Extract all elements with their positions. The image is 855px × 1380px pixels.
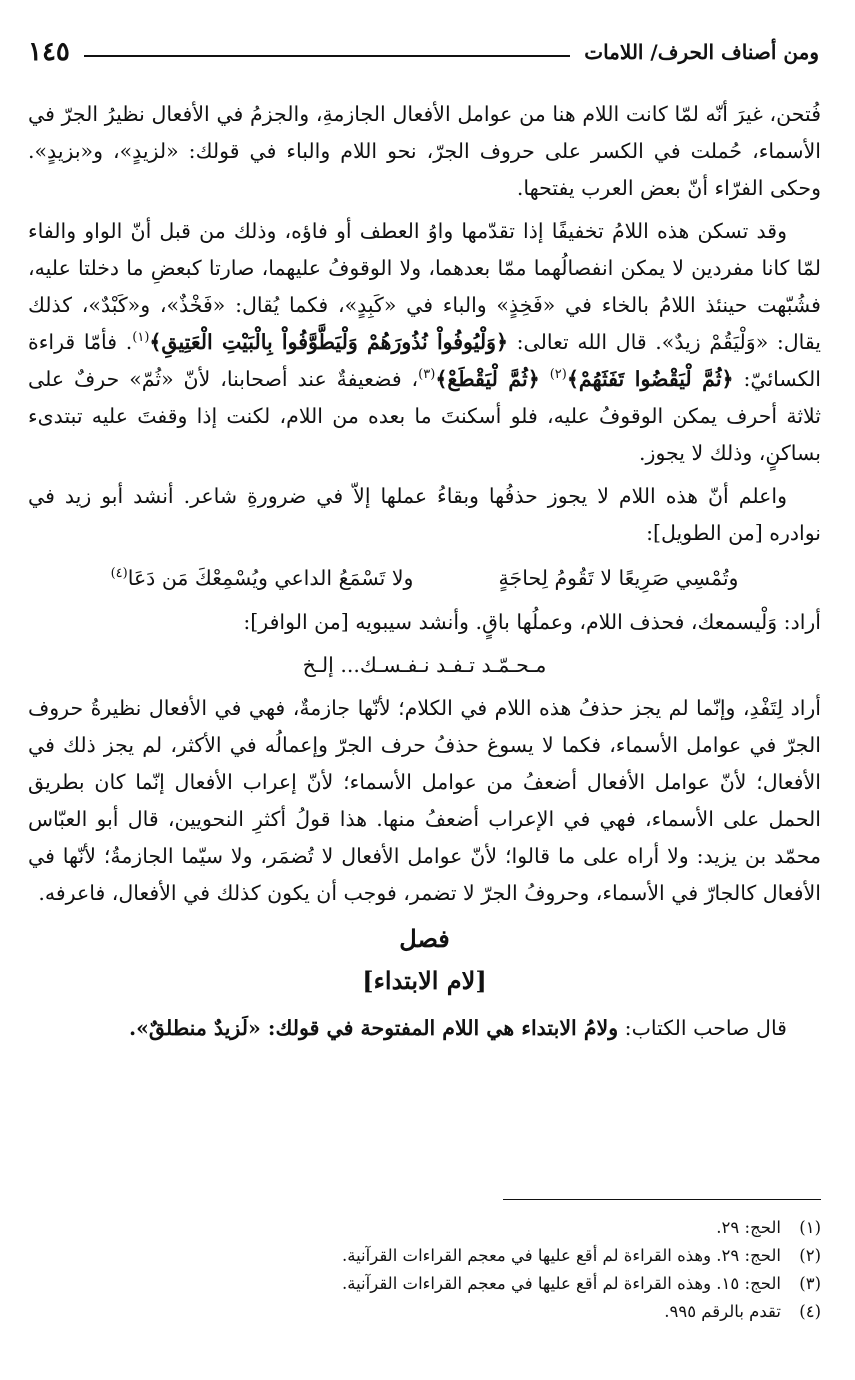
footnotes — [28, 1214, 821, 1326]
footnote-text: تقدم بالرقم ٩٩٥. — [664, 1302, 781, 1321]
paragraph-4 — [28, 604, 821, 641]
paragraph-text: . فأمّا قراءة الكسائيّ: — [28, 330, 821, 391]
paragraph-text: فُتحن، غيرَ أنّه لمّا كانت اللام هنا من عوامل الأفعال الجازمةِ، والجزمُ في الأفعال نظيرُ الجرّ في الأسماء، حُملت في الكسر على حروف الجرّ، نحو اللام والباء في قولك: «لزيدٍ»، و«بزيدٍ». وحكى الفرّاء أنّ بعض العرب يفتحها. — [28, 102, 821, 200]
poetry-verse — [68, 558, 781, 598]
footnote-ref-2[interactable]: (٢) — [549, 367, 567, 383]
quran-quote: ﴿ثُمَّ لْيَقْطَعْ﴾ — [435, 367, 540, 391]
paragraph-3 — [28, 478, 821, 552]
paragraph-5 — [28, 690, 821, 912]
verse-second-hemistich — [111, 558, 414, 598]
footnote-number: (٣) — [799, 1274, 821, 1293]
footnote-ref-4[interactable]: (٤) — [110, 566, 128, 582]
section-title: فصل — [399, 924, 450, 953]
quran-quote: ﴿وَلْيُوفُواْ نُذُورَهُمْ وَلْيَطَّوَّفُواْ بِالْبَيْتِ الْعَتِيقِ﴾ — [149, 330, 508, 354]
footnote-number: (٢) — [799, 1246, 821, 1265]
page-number: ١٤٥ — [28, 37, 70, 67]
author-quote: ولامُ الابتداء هي اللام المفتوحة في قولك: «لَزيدٌ منطلقٌ». — [128, 1016, 619, 1040]
footnote-text: الحج: ٢٩. وهذه القراءة لم أقع عليها في معجم القراءات القرآنية. — [341, 1246, 781, 1265]
main-text — [28, 96, 821, 1053]
footnote-text: الحج: ٢٩. — [716, 1218, 781, 1237]
paragraph-1 — [28, 96, 821, 207]
footnote-item — [28, 1298, 821, 1326]
footnote-item — [28, 1214, 821, 1242]
footnote-ref-1[interactable]: (١) — [132, 330, 150, 346]
verse-first-hemistich: وتُمْسِي صَرِيعًا لا تَقُومُ لِحاجَةٍ — [498, 566, 739, 590]
footnote-number: (٤) — [799, 1302, 821, 1321]
paragraph-text: وقد تسكن هذه اللامُ تخفيفًا إذا تقدّمها واوُ العطف أو فاؤه، وذلك من قبل أنّ الواو والفاء لمّا كانا مفردين لا يمكن انفصالُهما ممّا بعدهما، ولا الوقوفُ عليهما، صارتا كبعضِ ما دخلتا عليه، فشُبّهت حينئذ اللامُ بالخاء في «فَخِذٍ» والباء في «كَبِدٍ»، فكما يُقال: «فَخْذٌ»، و«كَبْدٌ»، كذلك يقال: «وَلْيَقُمْ زيدٌ». قال الله تعالى: — [28, 219, 821, 354]
quran-quote: ﴿ثُمَّ لْيَقْضُوا تَفَثَهُمْ﴾ — [566, 367, 734, 391]
paragraph-text: قال صاحب الكتاب: — [624, 1016, 787, 1040]
footnote-item — [28, 1270, 821, 1298]
header-rule — [84, 55, 570, 57]
running-title: ومن أصناف الحرف/ اللامات — [584, 40, 819, 64]
footnote-text: الحج: ١٥. وهذه القراءة لم أقع عليها في معجم القراءات القرآنية. — [341, 1274, 781, 1293]
paragraph-text: أراد لِتَفْدِ، وإنّما لم يجز حذفُ هذه اللام في الكلام؛ لأنّها جازمةٌ، فهي في الأفعال نظيرةُ حروف الجرّ في عوامل الأسماء، فكما لا يسوغ حذفُ حرف الجرّ وإعمالُه في الأكثر، لم يجز ذلك في الأفعال؛ لأنّ عوامل الأفعال أضعفُ من عوامل الأسماء؛ لأنّ إعراب الأفعال إنّما كان بطريق الحمل على الأسماء، فهي في الإعراب أضعفُ منها. هذا قولُ أكثرِ النحويين، قال أبو العبّاس محمّد بن يزيد: ولا أراه على ما قالوا؛ لأنّ عوامل الأفعال لا تُضمَر، ولا سيّما الجازمةُ؛ لأنّها في الأفعال كالجارّ في الأسماء، وحروفُ الجرّ لا تضمر، فوجب أن يكون كذلك في الأفعال، فاعرفه. — [28, 696, 821, 905]
paragraph-text: أراد: وَلْيسمعك، فحذف اللام، وعملُها باقٍ. وأنشد سيبويه [من الوافر]: — [243, 610, 821, 634]
verse-second-text: ولا تَسْمَعُ الداعي ويُسْمِعْكَ مَن دَعَا — [127, 566, 414, 590]
footnote-item — [28, 1242, 821, 1270]
paragraph-text: واعلم أنّ هذه اللام لا يجوز حذفُها وبقاءُ عملها إلاّ في ضرورةِ شاعر. أنشد أبو زيد في نوادره [من الطويل]: — [28, 484, 821, 545]
paragraph-6 — [28, 1010, 821, 1047]
footnote-ref-3[interactable]: (٣) — [418, 367, 436, 383]
paragraph-2 — [28, 213, 821, 472]
footnote-rule — [503, 1199, 821, 1200]
section-subtitle: [لام الابتداء] — [362, 966, 487, 995]
paragraph-text: ، فضعيفةٌ عند أصحابنا، لأنّ «ثُمّ» حرفٌ على ثلاثة أحرف يمكن الوقوفُ عليه، فلو أسكنتَ ما بعده من اللام، لكنت إذا وقفتَ عليه تبتدىء بساكنٍ، وذلك لا يجوز. — [28, 367, 821, 465]
footnote-number: (١) — [799, 1218, 821, 1237]
poetry-fragment: مـحـمّـد تـفـد نـفـسـك... إلـخ — [302, 653, 547, 677]
page-header — [28, 32, 819, 72]
